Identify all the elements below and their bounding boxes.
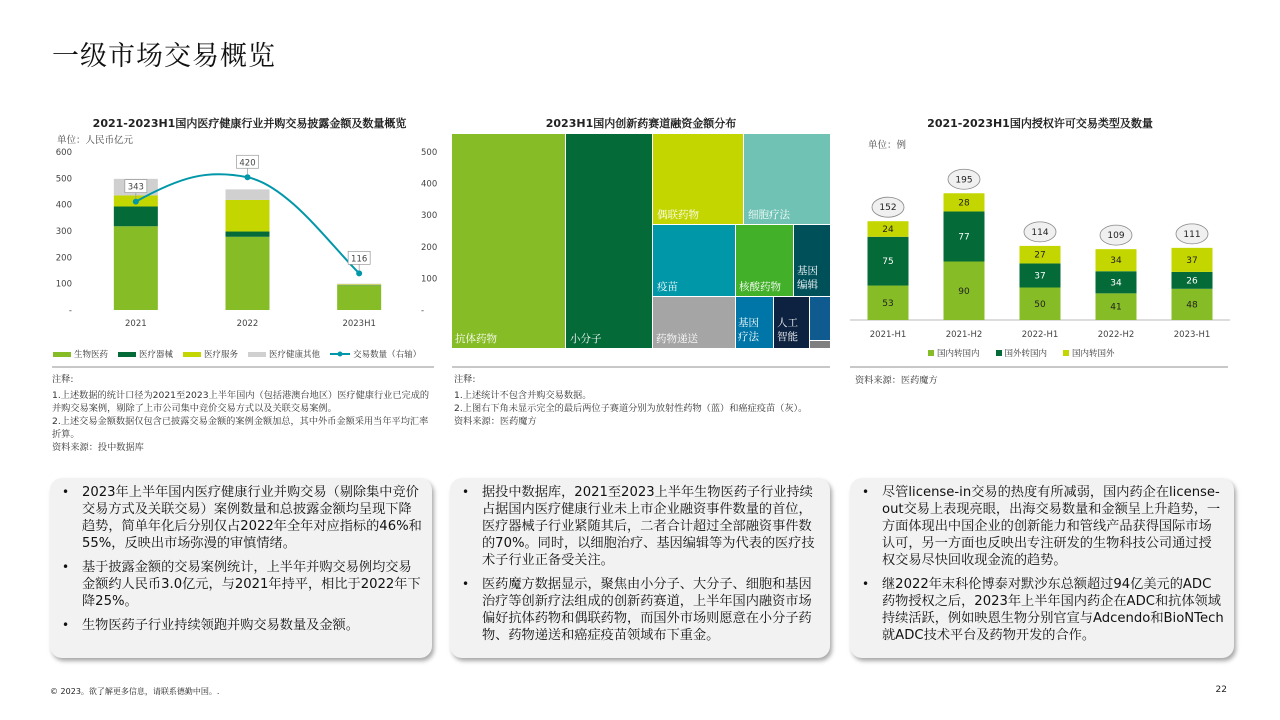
bullet: • 生物医药子行业持续领跑并购交易数量及金额。	[58, 617, 422, 634]
treemap-label: 基因	[797, 265, 818, 277]
bullet: • 医药魔方数据显示，聚焦由小分子、大分子、细胞和基因治疗等创新疗法组成的创新药赛道，上半年国内融资市场偏好抗体药物和偶联药物，而国外市场则愿意在小分子药物、药物递送和癌症疫苗领域布下重金。	[458, 576, 820, 644]
x-tick-label: 2022-H2	[1097, 330, 1135, 340]
divider	[52, 366, 434, 368]
chart1-notes	[52, 373, 434, 454]
line-point	[356, 270, 362, 276]
treemap-label: 药物递送	[656, 333, 698, 345]
bar-segment	[226, 200, 270, 232]
x-tick-label: 2021-H2	[945, 330, 983, 340]
chart2-title: 2023H1国内创新药赛道融资金额分布	[545, 117, 737, 130]
legend-swatch	[118, 352, 136, 357]
chart1-title: 2021-2023H1国内医疗健康行业并购交易披露金额及数量概览	[92, 117, 407, 130]
y-tick-label: 100	[55, 279, 72, 290]
data-label: 48	[1186, 300, 1198, 311]
legend-swatch	[183, 352, 201, 357]
data-label: 90	[958, 286, 970, 297]
bullet: • 尽管license-in交易的热度有所减弱，国内药企在license-out交易上表现亮眼，出海交易数量和金额呈上升趋势，一方面体现出中国企业的创新能力和管线产品获得国际市场认可，另一方面也反映出专注研发的生物科技公司通过授权交易尽快回收现金流的趋势。	[858, 484, 1224, 569]
bullet: • 继2022年末科伦博泰对默沙东总额超过94亿美元的ADC药物授权之后，2023年上半年国内药企在ADC和抗体领域持续活跃，例如映恩生物分别官宣与Adcendo和BioNTech就ADC技术平台及药物开发的合作。	[858, 576, 1224, 644]
treemap-label: 小分子	[570, 333, 602, 345]
treemap-label: 核酸药物	[739, 281, 781, 293]
treemap-label: 疫苗	[657, 281, 678, 293]
chart3-legend	[928, 347, 1115, 359]
bar-segment	[337, 284, 381, 285]
summary-box-1	[50, 478, 432, 658]
bar-segment	[337, 285, 381, 286]
x-tick-label: 2022	[236, 319, 259, 329]
legend-label: 交易数量（右轴）	[353, 350, 422, 360]
total-label: 195	[955, 175, 973, 186]
legend-label: 医疗器械	[139, 350, 174, 360]
treemap-cell	[566, 134, 652, 348]
total-label: 109	[1107, 231, 1125, 242]
data-label: 34	[1110, 256, 1122, 267]
treemap-label: 抗体药物	[455, 333, 497, 345]
line-point	[133, 199, 139, 205]
notes-label: 注释:	[52, 374, 74, 385]
data-label: 41	[1110, 302, 1122, 313]
total-label: 152	[879, 203, 897, 214]
chart1-legend	[53, 348, 421, 360]
data-label: 343	[127, 182, 144, 193]
bullet: • 2023年上半年国内医疗健康行业并购交易（剔除集中竞价交易方式及关联交易）案例数量和总披露金额均呈现下降趋势，简单年化后分别仅占2022年全年对应指标的46%和55%，反映出市场弥漫的审慎情绪。	[58, 484, 422, 552]
treemap-label: 人工	[777, 317, 798, 329]
note-line: 1.上述数据的统计口径为2021至2023上半年国内（包括港澳台地区）医疗健康行业已完成的并购交易案例，剔除了上市公司集中竞价交易方式以及关联交易案例。	[52, 390, 430, 414]
y2-tick-label: 200	[421, 242, 438, 253]
line-point	[245, 174, 251, 180]
x-tick-label: 2021-H1	[869, 330, 907, 340]
legend-label: 国内转国内	[937, 349, 980, 359]
legend-swatch	[928, 350, 934, 356]
treemap-cell	[452, 134, 565, 348]
source: 资料来源：投中数据库	[52, 442, 144, 453]
data-label: 24	[882, 225, 894, 235]
x-tick-label: 2022-H1	[1021, 330, 1059, 340]
y2-tick-label: 500	[421, 148, 438, 158]
y-tick-label: 300	[55, 227, 72, 237]
summary-box-2	[450, 478, 830, 658]
bar-segment	[114, 207, 158, 227]
ma-deals-chart	[50, 140, 450, 335]
bar-segment	[337, 284, 381, 285]
legend-label: 国外转国内	[1004, 349, 1048, 359]
note-line: 1.上述统计不包含并购交易数据。	[454, 390, 592, 401]
page-title: 一级市场交易概览	[52, 41, 276, 72]
legend-swatch	[996, 350, 1002, 356]
licensing-deals-chart	[848, 150, 1233, 345]
chart3-title: 2021-2023H1国内授权许可交易类型及数量	[927, 117, 1153, 130]
bullet: • 据投中数据库，2021至2023上半年生物医药子行业持续占据国内医疗健康行业未上市企业融资事件数量的首位，医疗器械子行业紧随其后，二者合计超过全部融资事件数的70%。同时，以细胞治疗、基因编辑等为代表的医疗技术子行业正备受关注。	[458, 484, 820, 569]
legend-swatch	[248, 352, 266, 357]
note-line: 2.上图右下角未显示完全的最后两位子赛道分别为放射性药物（蓝）和癌症疫苗（灰）。	[454, 403, 808, 414]
data-label: 26	[1186, 276, 1198, 287]
data-label: 37	[1186, 255, 1198, 266]
data-label: 50	[1034, 299, 1046, 310]
data-label: 28	[958, 198, 970, 209]
total-label: 111	[1183, 229, 1201, 240]
chart2-notes	[454, 373, 830, 428]
x-tick-label: 2021	[125, 319, 147, 329]
data-label: 116	[351, 254, 368, 265]
divider	[850, 366, 1228, 368]
bullet: • 基于披露金额的交易案例统计，上半年并购交易例均交易金额约人民币3.0亿元，与2021年持平，相比于2022年下降25%。	[58, 559, 422, 610]
footer-copyright: © 2023。欲了解更多信息，请联系德勤中国。.	[50, 687, 220, 696]
source: 资料来源：医药魔方	[454, 416, 537, 427]
legend-label: 医疗服务	[204, 350, 239, 360]
y-tick-label: -	[68, 306, 72, 316]
x-tick-label: 2023H1	[342, 319, 376, 329]
treemap-label: 细胞疗法	[748, 209, 790, 221]
bar-segment	[337, 286, 381, 310]
legend-line-marker	[330, 350, 350, 358]
data-label: 420	[239, 158, 256, 169]
treemap-label: 基因	[738, 317, 759, 329]
legend-label: 生物医药	[74, 350, 109, 360]
note-line: 2.上述交易金额数据仅包含已披露交易金额的案例金额加总，其中外币金额采用当年平均汇率折算。	[52, 416, 429, 440]
data-label: 53	[882, 298, 894, 309]
total-label: 114	[1031, 227, 1049, 238]
y-tick-label: 200	[55, 253, 72, 264]
data-label: 27	[1034, 250, 1046, 261]
summary-box-3	[850, 478, 1234, 658]
legend-swatch	[1063, 350, 1069, 356]
divider	[452, 366, 830, 368]
x-tick-label: 2023-H1	[1173, 330, 1211, 340]
chart1-unit: 单位：人民币亿元	[57, 135, 134, 146]
bar-segment	[226, 189, 270, 200]
page-number: 22	[1215, 685, 1227, 695]
legend-swatch	[53, 352, 71, 357]
chart3-unit: 单位：例	[868, 140, 907, 151]
innovative-drug-treemap	[452, 134, 830, 348]
bar-segment	[226, 232, 270, 237]
treemap-cell	[810, 297, 830, 340]
y2-tick-label: 400	[421, 179, 438, 190]
y-tick-label: 600	[55, 148, 72, 158]
y2-tick-label: 100	[421, 274, 438, 285]
treemap-label: 疗法	[738, 331, 759, 343]
notes-label: 注释:	[454, 374, 476, 385]
y-tick-label: 400	[55, 200, 72, 211]
treemap-label: 编辑	[797, 279, 818, 291]
source: 资料来源：医药魔方	[855, 375, 938, 386]
bar-segment	[226, 237, 270, 310]
y2-tick-label: -	[421, 306, 425, 316]
bar-segment	[114, 226, 158, 310]
legend-label: 国内转国外	[1072, 349, 1115, 359]
data-label: 75	[882, 257, 894, 268]
y-tick-label: 500	[55, 174, 72, 185]
treemap-label: 智能	[777, 331, 798, 343]
data-label: 34	[1110, 278, 1122, 289]
data-label: 37	[1034, 271, 1046, 282]
y2-tick-label: 300	[421, 211, 438, 222]
treemap-label: 偶联药物	[657, 209, 699, 221]
legend-label: 医疗健康其他	[269, 350, 321, 360]
data-label: 77	[958, 232, 970, 243]
chart3-notes	[855, 374, 938, 387]
treemap-cell	[810, 341, 830, 348]
